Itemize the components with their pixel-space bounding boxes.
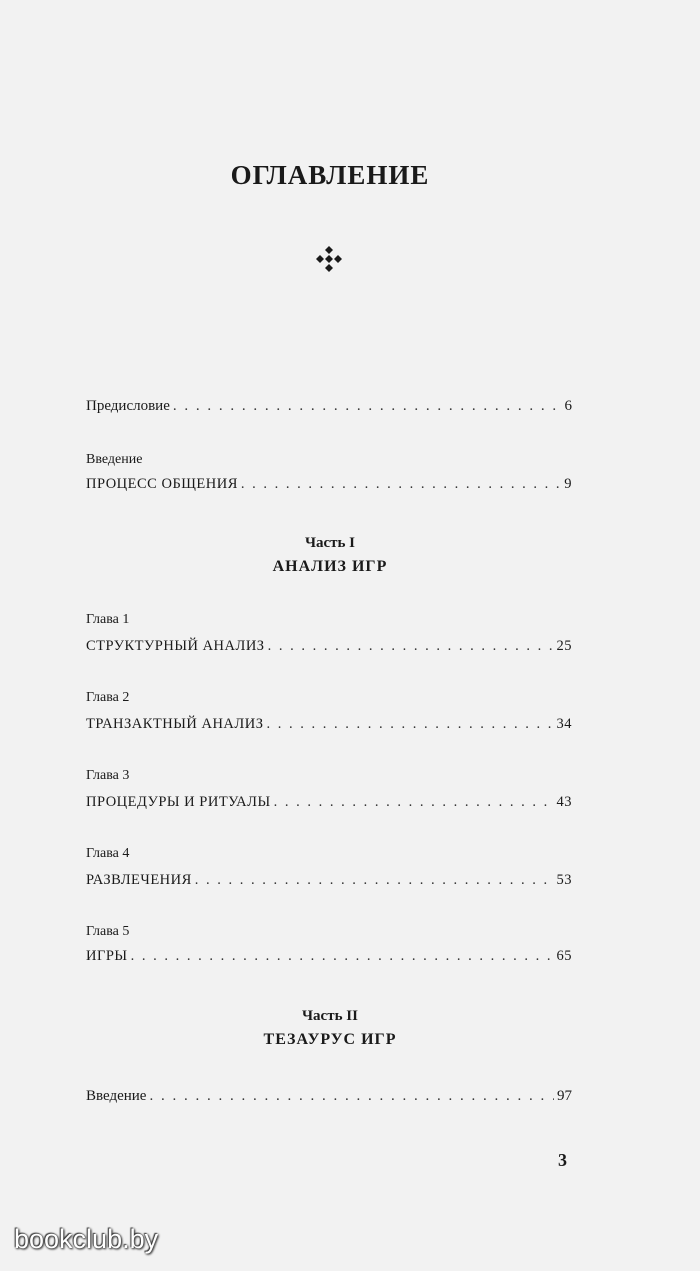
toc-entry-chapter-2[interactable] <box>86 716 572 733</box>
toc-page-number: 53 <box>556 872 572 888</box>
toc-entry-part2-intro[interactable] <box>86 1088 572 1105</box>
toc-entry-label: СТРУКТУРНЫЙ АНАЛИЗ <box>86 638 265 654</box>
toc-entry-preface[interactable] <box>86 398 572 415</box>
page-title: ОГЛАВЛЕНИЕ <box>230 160 430 190</box>
toc-entry-chapter-5[interactable] <box>86 948 572 965</box>
part-label: Часть I <box>304 535 356 551</box>
dot-leader <box>241 476 561 493</box>
toc-entry-label: Предисловие <box>86 398 170 414</box>
toc-page-number: 43 <box>556 794 572 810</box>
dot-leader <box>195 872 554 889</box>
part-title: ТЕЗАУРУС ИГР <box>263 1031 397 1048</box>
diamond-ornament-icon <box>314 244 344 274</box>
dot-leader <box>268 638 554 655</box>
toc-entry-intro[interactable] <box>86 476 572 493</box>
toc-entry-chapter-3[interactable] <box>86 794 572 811</box>
toc-entry-label: ПРОЦЕСС ОБЩЕНИЯ <box>86 476 238 492</box>
toc-page-number: 34 <box>556 716 572 732</box>
toc-entry-label: Введение <box>86 1088 147 1104</box>
dot-leader <box>149 1088 554 1105</box>
toc-entry-label: ТРАНЗАКТНЫЙ АНАЛИЗ <box>86 716 264 732</box>
chapter-number: Глава 3 <box>86 768 130 783</box>
toc-entry-subtitle: Введение <box>86 452 143 467</box>
part-label: Часть II <box>302 1008 358 1024</box>
toc-page-number: 65 <box>556 948 572 964</box>
watermark: bookclub.by <box>14 1224 159 1254</box>
dot-leader <box>266 716 553 733</box>
toc-page-number: 97 <box>557 1088 572 1104</box>
toc-page-number: 9 <box>564 476 572 492</box>
part-title: АНАЛИЗ ИГР <box>272 558 388 575</box>
dot-leader <box>173 398 562 415</box>
toc-entry-label: РАЗВЛЕЧЕНИЯ <box>86 872 192 888</box>
chapter-number: Глава 1 <box>86 612 130 627</box>
toc-entry-chapter-4[interactable] <box>86 872 572 889</box>
toc-entry-chapter-1[interactable] <box>86 638 572 655</box>
toc-entry-label: ПРОЦЕДУРЫ И РИТУАЛЫ <box>86 794 271 810</box>
chapter-number: Глава 2 <box>86 690 130 705</box>
toc-entry-label: ИГРЫ <box>86 948 128 964</box>
dot-leader <box>274 794 554 811</box>
toc-page-number: 25 <box>556 638 572 654</box>
toc-page-number: 6 <box>564 398 572 414</box>
dot-leader <box>131 948 554 965</box>
chapter-number: Глава 4 <box>86 846 130 861</box>
page-number: 3 <box>558 1150 567 1170</box>
chapter-number: Глава 5 <box>86 924 130 939</box>
